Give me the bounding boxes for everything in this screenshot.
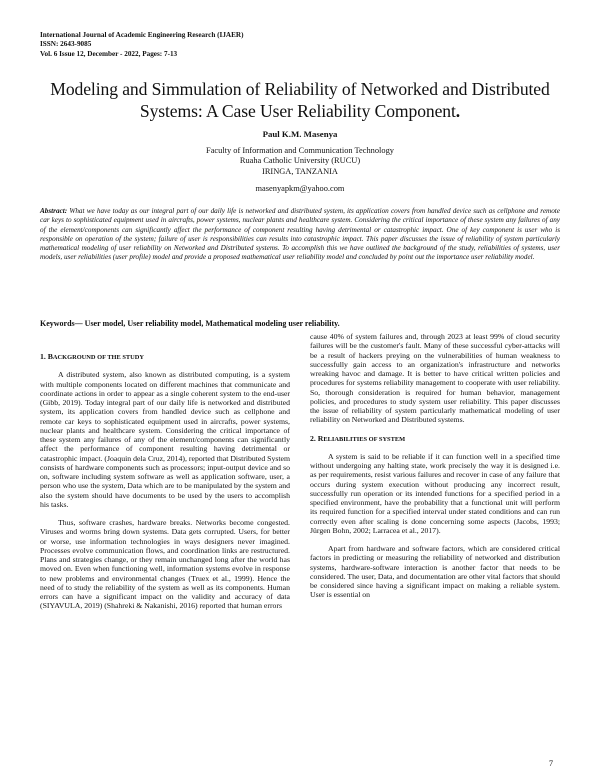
affiliation-university: Ruaha Catholic University (RUCU) <box>239 156 361 166</box>
abstract <box>40 207 560 263</box>
abstract-text: What we have today as our integral part of our daily life is networked and distributed system, its application covers from handled device such as cellphone and remote car keys to sophisticated equipment used in aircrafts, power systems, nuclear plants and healthcare system. Considering the critical importance of these system any failures of any of the element/components can significantly affect the performance of component resulting having detrimental or catastrophic impact. One of key component is user who is responsible on operation of the system; failure of user is responsibilities can results into catastrophic impact. This paper discusses the issue of reliability of system particularly mathematical modeling of user reliability on Networked and Distributed systems. To accomplish this we have outlined the background of the study, reliabilities of systems, user models, user reliabilities (user profile) model and provide a proposed mathematical user reliability model and concluded by point out the importance user reliability model. <box>40 207 560 262</box>
section-1-lead: 1. B <box>40 352 53 361</box>
paper-title-text: Modeling and Simmulation of Reliability of Networked and Distributed Systems: A Case User Reliability Component <box>50 79 550 121</box>
paragraph-2: Thus, software crashes, hardware breaks. Networks become congested. Viruses and worms bring down systems. Data gets corrupted. Users, for better or worse, use information technologies in ways designers never imagined. Processes evolve communication flows, and coordination links are restructured. Plans and strategies change, or they remain unchanged long after the world has moved on. Even when functioning well, information systems evolve in response to new problems and environmental changes (Truex et al., 1999). Hence the need of to study the reliability of the system as well as its components. Human errors can have a significant impact on the validity and accuracy of data (SIYAVULA, 2019) (Shahreki & Nakanishi, 2016) reported that human errors <box>40 518 290 611</box>
section-heading-reliabilities <box>310 434 560 444</box>
affiliation-faculty: Faculty of Information and Communication Technology <box>206 146 394 155</box>
paragraph-5: Apart from hardware and software factors, which are considered critical factors in predicting or measuring the reliability of networked and distribution systems, hardware-software interaction is another factor that needs to be considered. The user, Data, and documentation are other vital factors that should be considered since having a significant impact on making a reliable system. User is essential on <box>310 544 560 600</box>
paragraph-4: A system is said to be reliable if it can function well in a specified time without undergoing any halting state, work precisely the way it is designed i.e. as per requirements, resist various failures and recover in case of any failure that occurs during system execution without producing any incorrect result, successfully run operation or its intended functions for a specified period in a specified environment, have the probability that a functional unit will perform its required function for a specified interval under stated conditions and can run correctly even after scaling is done concerning some aspects (Jacobs, 1993; Jürgen Bohn, 2002; Larracea et al., 2017). <box>310 451 560 535</box>
left-column <box>40 347 290 620</box>
section-1-rest: ACKGROUND OF THE STUDY <box>52 354 144 361</box>
journal-volume: Vol. 6 Issue 12, December - 2022, Pages: 7-13 <box>40 49 178 58</box>
affiliation <box>0 146 600 177</box>
affiliation-location: IRINGA, TANZANIA <box>262 166 338 176</box>
right-column <box>310 332 560 609</box>
paper-title-period: . <box>455 101 461 121</box>
author-name: Paul K.M. Masenya <box>262 129 338 139</box>
journal-issn: ISSN: 2643-9085 <box>40 40 92 49</box>
page-number: 7 <box>548 759 553 768</box>
journal-header <box>40 31 244 59</box>
section-heading-background <box>40 352 290 362</box>
paragraph-1: A distributed system, also known as distributed computing, is a system with multiple components located on different machines that communicate and coordinate actions in order to appear as a single coherent system to the end-user (Gibb, 2019). Today integral part of our daily life is networked and distributed system, its application covers from handled device such as cellphone and remote car keys to sophisticated equipment used in aircrafts, power systems, nuclear plants and healthcare system. Considering the critical importance of these system any failures of any of the element/components can significantly affect the performance of component resulting having detrimental or catastrophic impact. (Joaquin dela Cruz, 2014), reported that Distributed System consists of hardware components such as processors; input-output device and so on, software including system software as well as application software, user, a person who use the system, Data which are to be manipulated by the system and also the system should have documents to be used by the users to accomplish his tasks. <box>40 370 290 509</box>
keywords: Keywords— User model, User reliability model, Mathematical modeling user reliability. <box>40 319 340 328</box>
section-2-rest: ELIABILITIES OF SYSTEM <box>323 435 406 443</box>
paragraph-3: cause 40% of system failures and, through 2023 at least 99% of cloud security failures will be the customer's fault. Many of these successful cyber-attacks will be a result of hackers preying on the vulnerabilities of human weakness to successfully gain access to an organization's infrastructure and networks wreaking havoc and damage. It is better to have critical written policies and procedures for systems reliability management to cooperate with user reliability. So, thorough consideration is required for human behavior, management policies, and procedures to study system user reliability. This paper discusses the issue of reliability of system particularly mathematical modeling of user reliability on Networked and Distributed systems. <box>310 332 560 425</box>
author-email: masenyapkm@yahoo.com <box>255 184 345 193</box>
paper-title <box>40 78 560 122</box>
section-2-lead: 2. R <box>310 433 324 443</box>
journal-name: International Journal of Academic Engineering Research (IJAER) <box>40 31 244 39</box>
abstract-label: Abstract: <box>40 207 68 215</box>
